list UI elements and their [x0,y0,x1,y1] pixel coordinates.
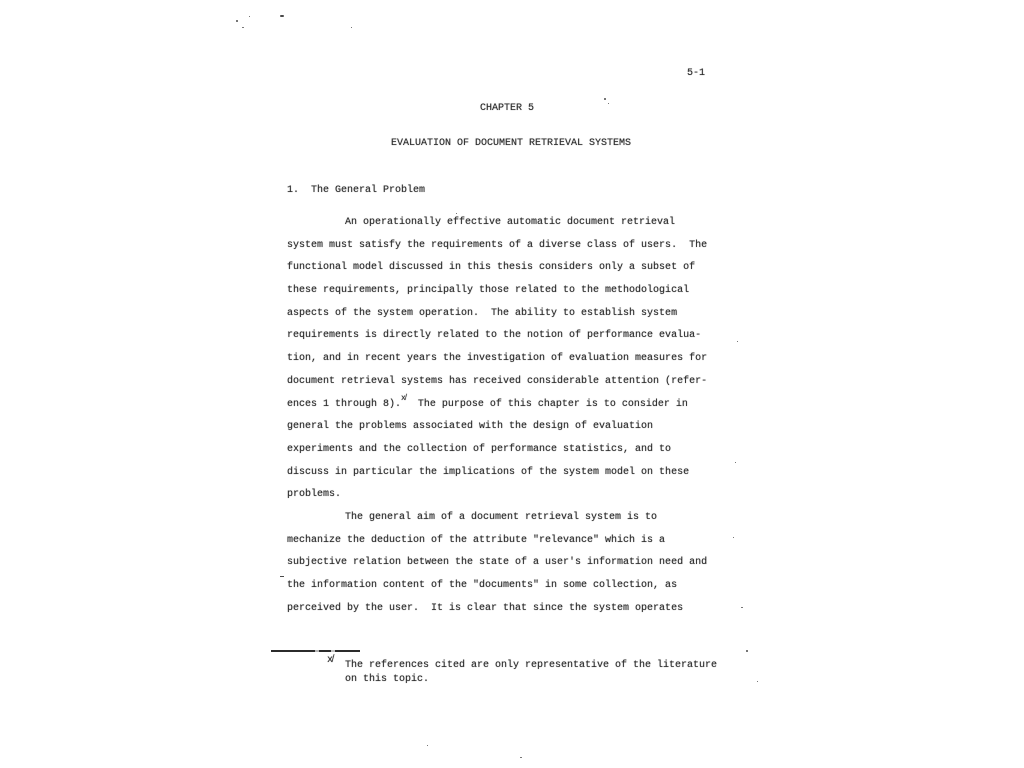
body-line: experiments and the collection of performance statistics, and to [287,443,672,455]
section-heading: 1. The General Problem [287,185,426,196]
footnote-divider [271,650,360,652]
body-line: these requirements, principally those related to the methodological [287,285,690,297]
page-title: EVALUATION OF DOCUMENT RETRIEVAL SYSTEMS [391,138,632,149]
body-line: problems. [287,489,342,501]
body-line: mechanize the deduction of the attribute "relevance" which is a [287,534,666,546]
scan-speckle [741,607,743,608]
scan-speckle [733,537,734,538]
scan-speckle [746,650,748,652]
scan-speckle [608,103,609,104]
footnote-marker: x̸ [327,655,334,666]
body-line: functional model discussed in this thesis considers only a subset of [287,262,696,274]
page-number: 5-1 [687,68,706,79]
body-line: ences 1 through 8).$^{x̸}$ The purpose of this chapter is to consider in [287,393,688,410]
scan-speckle [757,681,758,682]
scan-speckle [427,745,428,746]
scan-speckle [456,213,457,214]
chapter-heading: CHAPTER 5 [480,103,535,114]
scan-speckle [249,16,250,17]
body-line: tion, and in recent years the investigation of evaluation measures for [287,353,708,365]
scan-speckle [351,27,352,28]
body-text [287,212,727,620]
scan-speckle [520,757,522,758]
body-line: document retrieval systems has received considerable attention (refer- [287,375,708,387]
body-line: requirements is directly related to the notion of performance evalua- [287,330,702,342]
scan-speckle [236,20,238,22]
scan-speckle [242,27,244,28]
body-line: The general aim of a document retrieval system is to [345,511,658,523]
body-line: aspects of the system operation. The ability to establish system [287,307,678,319]
body-line: subjective relation between the state of a user's information need and [287,557,708,569]
footnote-line: on this topic. [345,674,430,686]
footnote-reference-marker: x̸ [401,393,406,403]
body-line: An operationally effective automatic document retrieval [345,217,676,228]
scan-speckle [737,341,738,342]
body-line: discuss in particular the implications of the system model on these [287,466,690,478]
scan-speckle [735,462,736,463]
body-line: system must satisfy the requirements of a diverse class of users. The [287,239,708,251]
scan-speckle [280,576,284,577]
scan-speckle [604,98,606,100]
scan-speckle [280,15,284,17]
body-line: the information content of the "documents" in some collection, as [287,580,678,591]
body-line: general the problems associated with the design of evaluation [287,421,654,433]
footnote-line: The references cited are only representative of the literature [345,660,718,671]
body-line: perceived by the user. It is clear that since the system operates [287,602,684,614]
footnote-text [345,659,717,688]
